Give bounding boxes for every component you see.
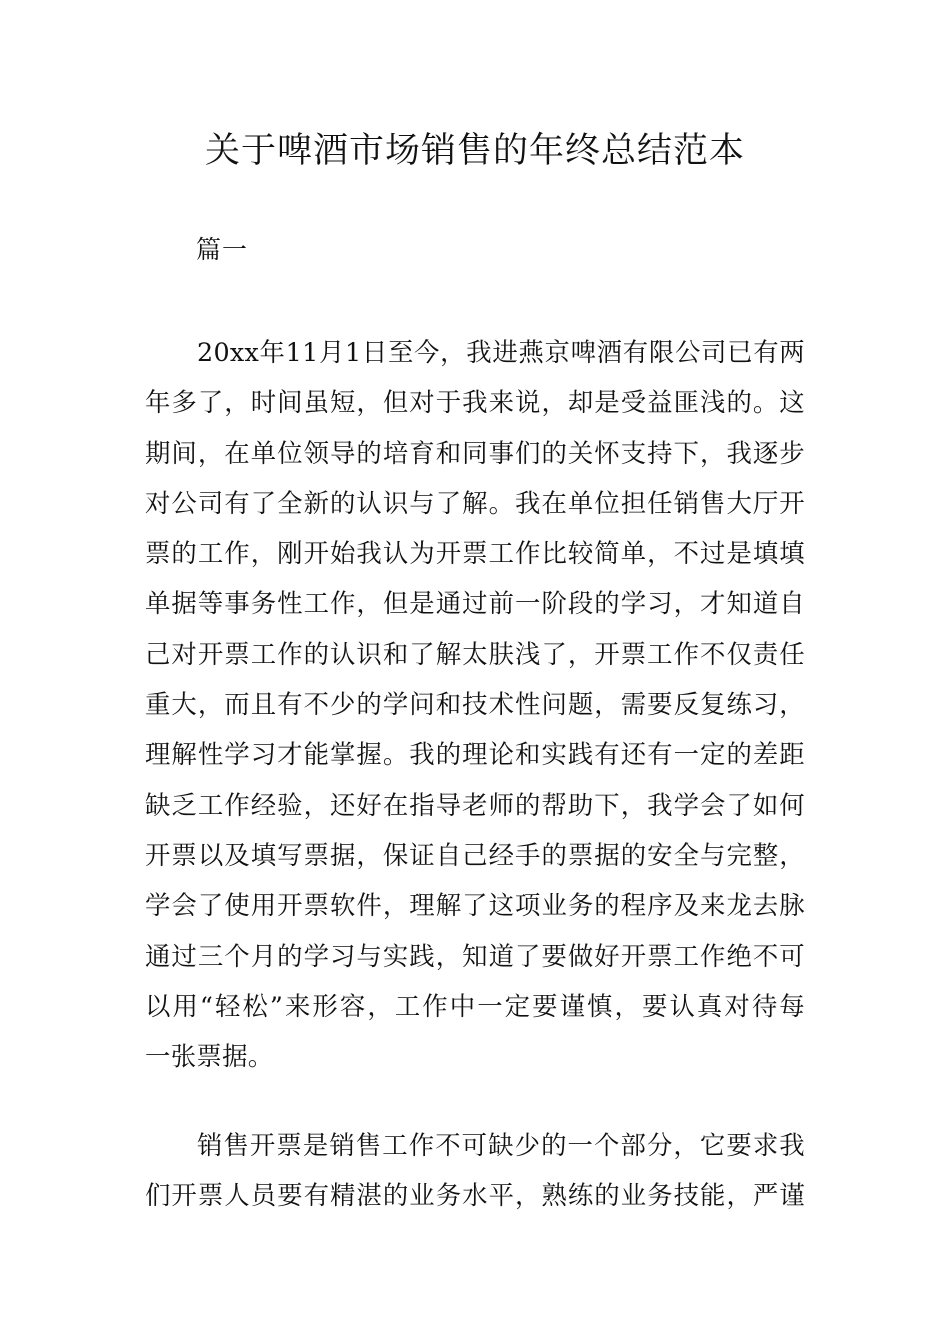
paragraph-line: 重大，而且有不少的学问和技术性问题，需要反复练习， [145,689,805,720]
document-title: 关于啤酒市场销售的年终总结范本 [204,131,745,171]
paragraph-line: 单据等事务性工作，但是通过前一阶段的学习，才知道自 [145,588,805,619]
paragraph-line: 缺乏工作经验，还好在指导老师的帮助下，我学会了如何 [145,789,805,820]
paragraph-line: 们开票人员要有精湛的业务水平，熟练的业务技能，严谨 [145,1180,805,1211]
paragraph-line: 开票以及填写票据，保证自己经手的票据的安全与完整， [145,839,805,870]
paragraph-line: 理解性学习才能掌握。我的理论和实践有还有一定的差距 [145,739,805,770]
paragraph-line: 销售开票是销售工作不可缺少的一个部分，它要求我 [197,1130,805,1160]
paragraph-line: 一张票据。 [145,1041,274,1072]
paragraph-line: 通过三个月的学习与实践，知道了要做好开票工作绝不可 [145,940,805,971]
paragraph-line: 己对开票工作的认识和了解太肤浅了，开票工作不仅责任 [145,638,805,669]
paragraph-line: 期间，在单位领导的培育和同事们的关怀支持下，我逐步 [145,437,805,468]
paragraph-line: 以用“轻松”来形容，工作中一定要谨慎，要认真对待每 [145,990,805,1021]
paragraph-1 [145,327,805,1081]
paragraph-line: 票的工作，刚开始我认为开票工作比较简单，不过是填填 [145,538,805,569]
paragraph-line: 学会了使用开票软件，理解了这项业务的程序及来龙去脉 [145,890,805,921]
paragraph-line: 年多了，时间虽短，但对于我来说，却是受益匪浅的。这 [145,387,805,418]
paragraph-2 [145,1120,805,1221]
section-heading: 篇一 [196,235,249,264]
paragraph-line: 对公司有了全新的认识与了解。我在单位担任销售大厅开 [145,487,805,518]
paragraph-line: 20xx年11月1日至今，我进燕京啤酒有限公司已有两 [197,337,805,367]
